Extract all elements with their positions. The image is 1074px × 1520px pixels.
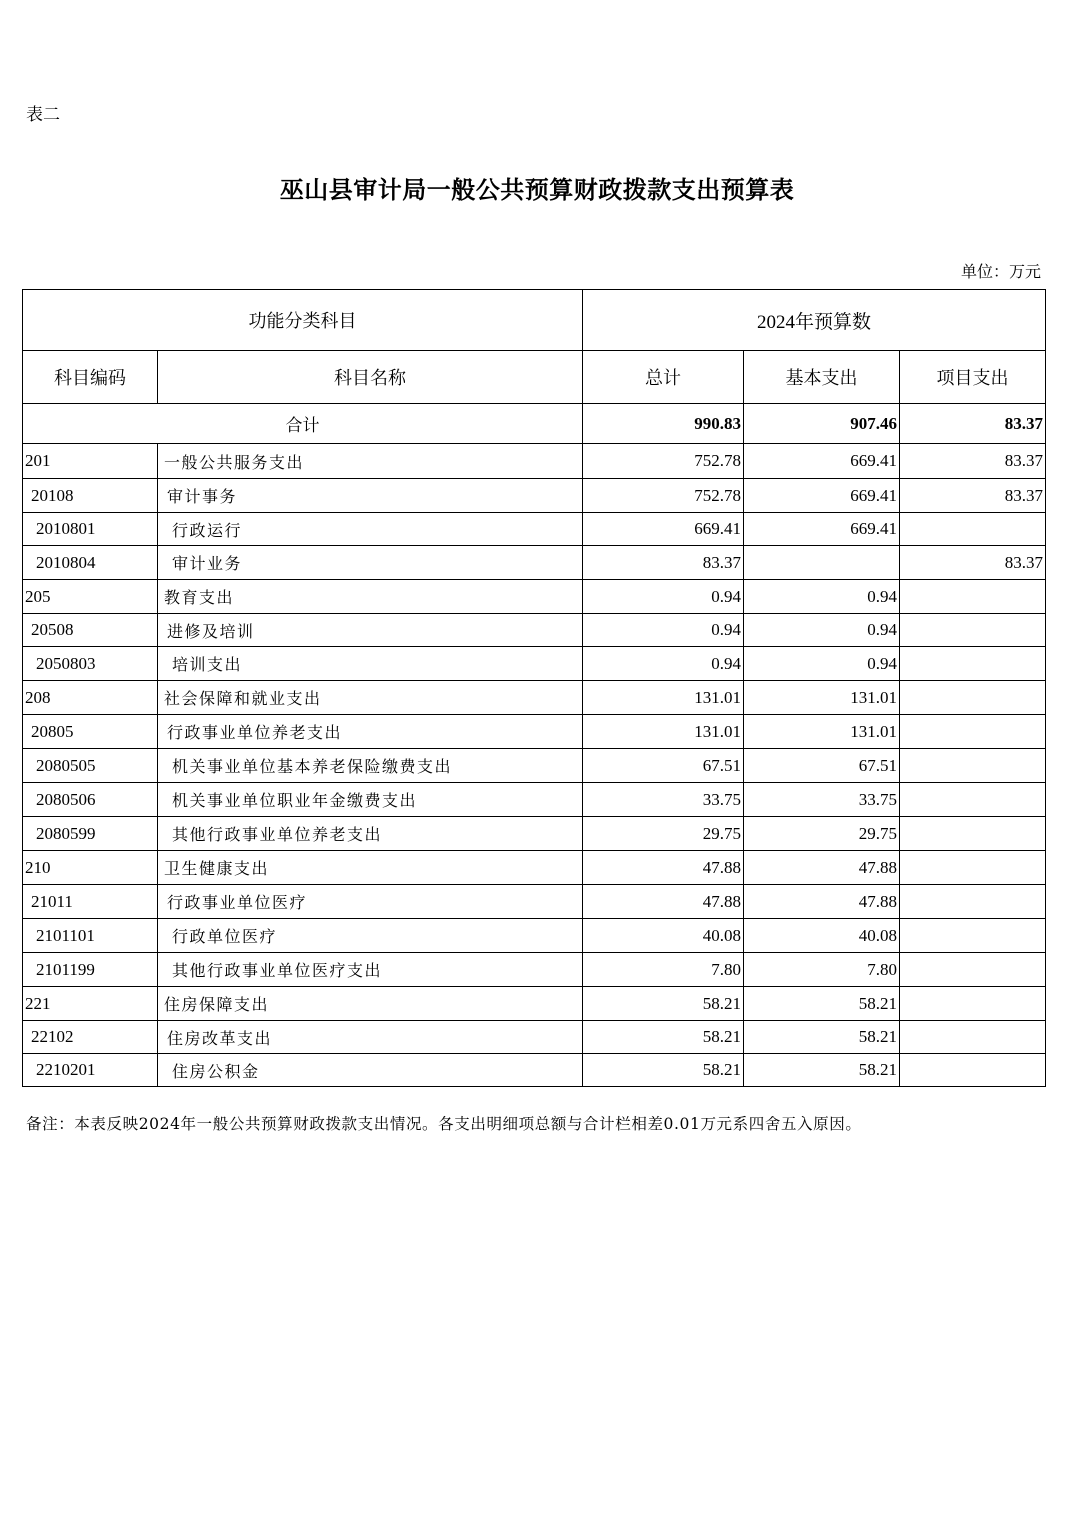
project-expenditure-cell — [900, 647, 1046, 681]
total-cell: 0.94 — [583, 580, 744, 614]
basic-expenditure-cell: 47.88 — [744, 885, 900, 919]
subject-code-cell: 201 — [23, 444, 158, 479]
total-cell: 40.08 — [583, 919, 744, 953]
project-expenditure-cell — [900, 681, 1046, 715]
total-cell: 131.01 — [583, 715, 744, 749]
total-row-basic: 907.46 — [744, 404, 900, 444]
page-title: 巫山县审计局一般公共预算财政拨款支出预算表 — [279, 175, 795, 204]
basic-expenditure-cell: 58.21 — [744, 1021, 900, 1054]
subject-name-cell: 行政运行 — [158, 513, 583, 546]
table-row — [23, 479, 1046, 513]
project-expenditure-cell — [900, 885, 1046, 919]
total-cell: 669.41 — [583, 513, 744, 546]
subject-name-cell: 审计业务 — [158, 546, 583, 580]
basic-expenditure-cell — [744, 546, 900, 580]
total-cell: 29.75 — [583, 817, 744, 851]
subject-code-cell: 2050803 — [23, 647, 158, 681]
total-cell: 7.80 — [583, 953, 744, 987]
total-cell: 58.21 — [583, 987, 744, 1021]
total-cell: 131.01 — [583, 681, 744, 715]
project-expenditure-cell — [900, 851, 1046, 885]
header-budget-year: 2024年预算数 — [583, 290, 1046, 351]
subject-name-cell: 机关事业单位基本养老保险缴费支出 — [158, 749, 583, 783]
table-row — [23, 1054, 1046, 1087]
subject-code-cell: 2080505 — [23, 749, 158, 783]
basic-expenditure-cell: 131.01 — [744, 681, 900, 715]
basic-expenditure-cell: 47.88 — [744, 851, 900, 885]
header-subject-code: 科目编码 — [23, 351, 158, 404]
project-expenditure-cell — [900, 1021, 1046, 1054]
project-expenditure-cell — [900, 783, 1046, 817]
total-cell: 752.78 — [583, 479, 744, 513]
table-row — [23, 513, 1046, 546]
subject-name-cell: 行政事业单位医疗 — [158, 885, 583, 919]
subject-code-cell: 221 — [23, 987, 158, 1021]
basic-expenditure-cell: 669.41 — [744, 513, 900, 546]
basic-expenditure-cell: 33.75 — [744, 783, 900, 817]
subject-name-cell: 住房保障支出 — [158, 987, 583, 1021]
subject-name-cell: 进修及培训 — [158, 614, 583, 647]
project-expenditure-cell — [900, 513, 1046, 546]
subject-name-cell: 其他行政事业单位养老支出 — [158, 817, 583, 851]
basic-expenditure-cell: 0.94 — [744, 647, 900, 681]
header-subject-name: 科目名称 — [158, 351, 583, 404]
total-cell: 47.88 — [583, 851, 744, 885]
total-cell: 0.94 — [583, 614, 744, 647]
total-cell: 58.21 — [583, 1054, 744, 1087]
project-expenditure-cell — [900, 614, 1046, 647]
total-cell: 0.94 — [583, 647, 744, 681]
table-row — [23, 647, 1046, 681]
project-expenditure-cell — [900, 987, 1046, 1021]
subject-code-cell: 2080506 — [23, 783, 158, 817]
project-expenditure-cell: 83.37 — [900, 479, 1046, 513]
subject-code-cell: 205 — [23, 580, 158, 614]
project-expenditure-cell — [900, 580, 1046, 614]
basic-expenditure-cell: 0.94 — [744, 614, 900, 647]
table-row — [23, 783, 1046, 817]
footnote: 备注：本表反映2024年一般公共预算财政拨款支出情况。各支出明细项总额与合计栏相差0.01万元系四舍五入原因。 — [26, 1115, 862, 1133]
header-basic-expenditure: 基本支出 — [744, 351, 900, 404]
subject-name-cell: 社会保障和就业支出 — [158, 681, 583, 715]
basic-expenditure-cell: 131.01 — [744, 715, 900, 749]
table-row — [23, 749, 1046, 783]
table-row — [23, 1021, 1046, 1054]
subject-code-cell: 20508 — [23, 614, 158, 647]
subject-name-cell: 审计事务 — [158, 479, 583, 513]
subject-code-cell: 208 — [23, 681, 158, 715]
unit-label: 单位：万元 — [960, 262, 1041, 281]
subject-code-cell: 210 — [23, 851, 158, 885]
project-expenditure-cell: 83.37 — [900, 546, 1046, 580]
subject-code-cell: 21011 — [23, 885, 158, 919]
table-row — [23, 546, 1046, 580]
total-row-total: 990.83 — [583, 404, 744, 444]
subject-name-cell: 住房改革支出 — [158, 1021, 583, 1054]
subject-name-cell: 机关事业单位职业年金缴费支出 — [158, 783, 583, 817]
total-row-label: 合计 — [23, 404, 583, 444]
basic-expenditure-cell: 58.21 — [744, 987, 900, 1021]
basic-expenditure-cell: 40.08 — [744, 919, 900, 953]
subject-code-cell: 20805 — [23, 715, 158, 749]
table-body — [23, 404, 1046, 1087]
subject-code-cell: 2101101 — [23, 919, 158, 953]
table-row — [23, 885, 1046, 919]
total-cell: 47.88 — [583, 885, 744, 919]
table-row — [23, 444, 1046, 479]
basic-expenditure-cell: 29.75 — [744, 817, 900, 851]
total-row-project: 83.37 — [900, 404, 1046, 444]
total-row — [23, 404, 1046, 444]
basic-expenditure-cell: 7.80 — [744, 953, 900, 987]
table-row — [23, 681, 1046, 715]
subject-code-cell: 20108 — [23, 479, 158, 513]
subject-name-cell: 行政单位医疗 — [158, 919, 583, 953]
subject-code-cell: 2010804 — [23, 546, 158, 580]
table-row — [23, 715, 1046, 749]
basic-expenditure-cell: 669.41 — [744, 479, 900, 513]
table-row — [23, 851, 1046, 885]
project-expenditure-cell — [900, 919, 1046, 953]
subject-name-cell: 其他行政事业单位医疗支出 — [158, 953, 583, 987]
table-row — [23, 987, 1046, 1021]
subject-code-cell: 2080599 — [23, 817, 158, 851]
basic-expenditure-cell: 58.21 — [744, 1054, 900, 1087]
header-functional-classification: 功能分类科目 — [23, 290, 583, 351]
subject-name-cell: 住房公积金 — [158, 1054, 583, 1087]
subject-code-cell: 2101199 — [23, 953, 158, 987]
total-cell: 83.37 — [583, 546, 744, 580]
subject-code-cell: 2210201 — [23, 1054, 158, 1087]
total-cell: 33.75 — [583, 783, 744, 817]
header-project-expenditure: 项目支出 — [900, 351, 1046, 404]
project-expenditure-cell — [900, 1054, 1046, 1087]
project-expenditure-cell — [900, 817, 1046, 851]
table-number-label: 表二 — [26, 105, 60, 125]
subject-name-cell: 行政事业单位养老支出 — [158, 715, 583, 749]
subject-name-cell: 卫生健康支出 — [158, 851, 583, 885]
project-expenditure-cell: 83.37 — [900, 444, 1046, 479]
basic-expenditure-cell: 0.94 — [744, 580, 900, 614]
project-expenditure-cell — [900, 715, 1046, 749]
table-row — [23, 919, 1046, 953]
subject-name-cell: 一般公共服务支出 — [158, 444, 583, 479]
total-cell: 752.78 — [583, 444, 744, 479]
subject-name-cell: 教育支出 — [158, 580, 583, 614]
subject-code-cell: 2010801 — [23, 513, 158, 546]
subject-name-cell: 培训支出 — [158, 647, 583, 681]
total-cell: 58.21 — [583, 1021, 744, 1054]
basic-expenditure-cell: 669.41 — [744, 444, 900, 479]
table-row — [23, 817, 1046, 851]
header-total: 总计 — [583, 351, 744, 404]
table-header — [23, 290, 1046, 404]
budget-table — [22, 289, 1046, 1087]
basic-expenditure-cell: 67.51 — [744, 749, 900, 783]
project-expenditure-cell — [900, 953, 1046, 987]
table-row — [23, 614, 1046, 647]
total-cell: 67.51 — [583, 749, 744, 783]
project-expenditure-cell — [900, 749, 1046, 783]
table-row — [23, 580, 1046, 614]
table-row — [23, 953, 1046, 987]
subject-code-cell: 22102 — [23, 1021, 158, 1054]
